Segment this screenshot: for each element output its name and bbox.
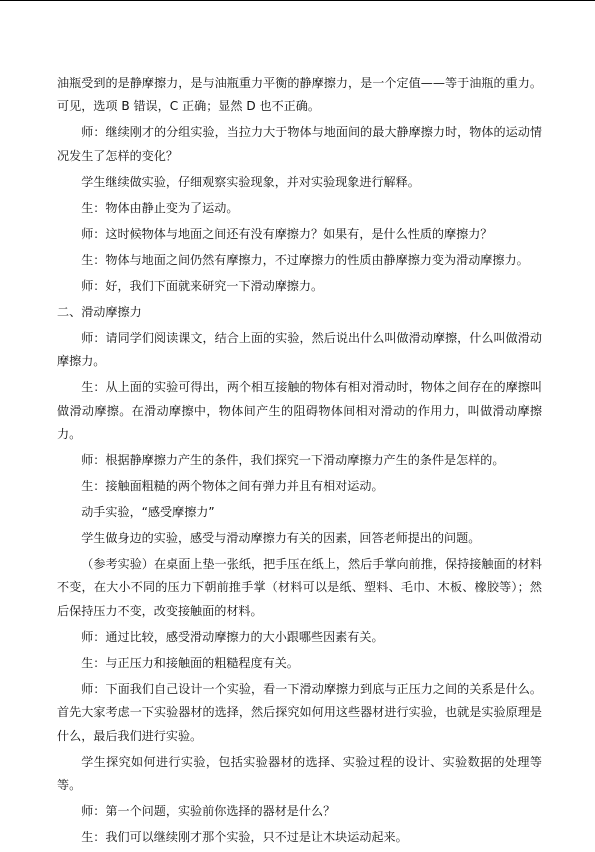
paragraph-21: 生：我们可以继续刚才那个实验，只不过是让木块运动起来。	[81, 830, 408, 845]
document-body	[57, 72, 542, 852]
paragraph-5: 师：这时候物体与地面之间还有没有摩擦力？如果有，是什么性质的摩擦力？	[81, 226, 493, 241]
paragraph-14: 学生做身边的实验，感受与滑动摩擦力有关的因素，回答老师提出的问题。	[81, 531, 481, 546]
paragraph-6: 生：物体与地面之间仍然有摩擦力，不过摩擦力的性质由静摩擦力变为滑动摩擦力。	[81, 252, 529, 267]
paragraph-17: 生：与正压力和接触面的粗糙程度有关。	[81, 655, 299, 670]
paragraph-13: 动手实验，“感受摩擦力”	[81, 505, 215, 520]
paragraph-10: 生：从上面的实验可得出，两个相互接触的物体有相对滑动时，物体之间存在的摩擦叫做滑动摩擦。在滑动摩擦中，物体间产生的阻碍物体间相对滑动的作用力，叫做滑动摩擦力。	[57, 380, 542, 442]
section-heading: 二、滑动摩擦力	[57, 304, 142, 319]
paragraph-9: 师：请同学们阅读课文，结合上面的实验，然后说出什么叫做滑动摩擦，什么叫做滑动摩擦力。	[57, 330, 542, 369]
paragraph-12: 生：接触面粗糙的两个物体之间有弹力并且有相对运动。	[81, 479, 384, 494]
paragraph-19: 学生探究如何进行实验，包括实验器材的选择、实验过程的设计、实验数据的处理等等。	[57, 754, 542, 793]
paragraph-20: 师：第一个问题，实验前你选择的器材是什么？	[81, 804, 336, 819]
paragraph-7: 师：好，我们下面就来研究一下滑动摩擦力。	[81, 278, 324, 293]
paragraph-15: （参考实验）在桌面上垫一张纸，把手压在纸上，然后手掌向前推，保持接触面的材料不变，在大小不同的压力下朝前推手掌（材料可以是纸、塑料、毛巾、木板、橡胶等）；然后保持压力不变，改变接触面的材料。	[57, 557, 542, 618]
paragraph-2: 师：继续刚才的分组实验，当拉力大于物体与地面间的最大静摩擦力时，物体的运动情况发生了怎样的变化？	[57, 125, 542, 163]
paragraph-4: 生：物体由静止变为了运动。	[81, 200, 239, 215]
paragraph-3: 学生继续做实验，仔细观察实验现象，并对实验现象进行解释。	[81, 174, 420, 189]
paragraph-16: 师：通过比较，感受滑动摩擦力的大小跟哪些因素有关。	[81, 629, 384, 644]
paragraph-11: 师：根据静摩擦力产生的条件，我们探究一下滑动摩擦力产生的条件是怎样的。	[81, 453, 505, 468]
paragraph-1: 油瓶受到的是静摩擦力，是与油瓶重力平衡的静摩擦力，是一个定值——等于油瓶的重力。可见，选项 B 错误，C 正确；显然 D 也不正确。	[57, 76, 542, 114]
page-top-border	[0, 0, 595, 1]
paragraph-18: 师：下面我们自己设计一个实验，看一下滑动摩擦力到底与正压力之间的关系是什么。首先大家考虑一下实验器材的选择，然后探究如何用这些器材进行实验，也就是实验原理是什么，最后我们进行实验。	[57, 681, 542, 743]
